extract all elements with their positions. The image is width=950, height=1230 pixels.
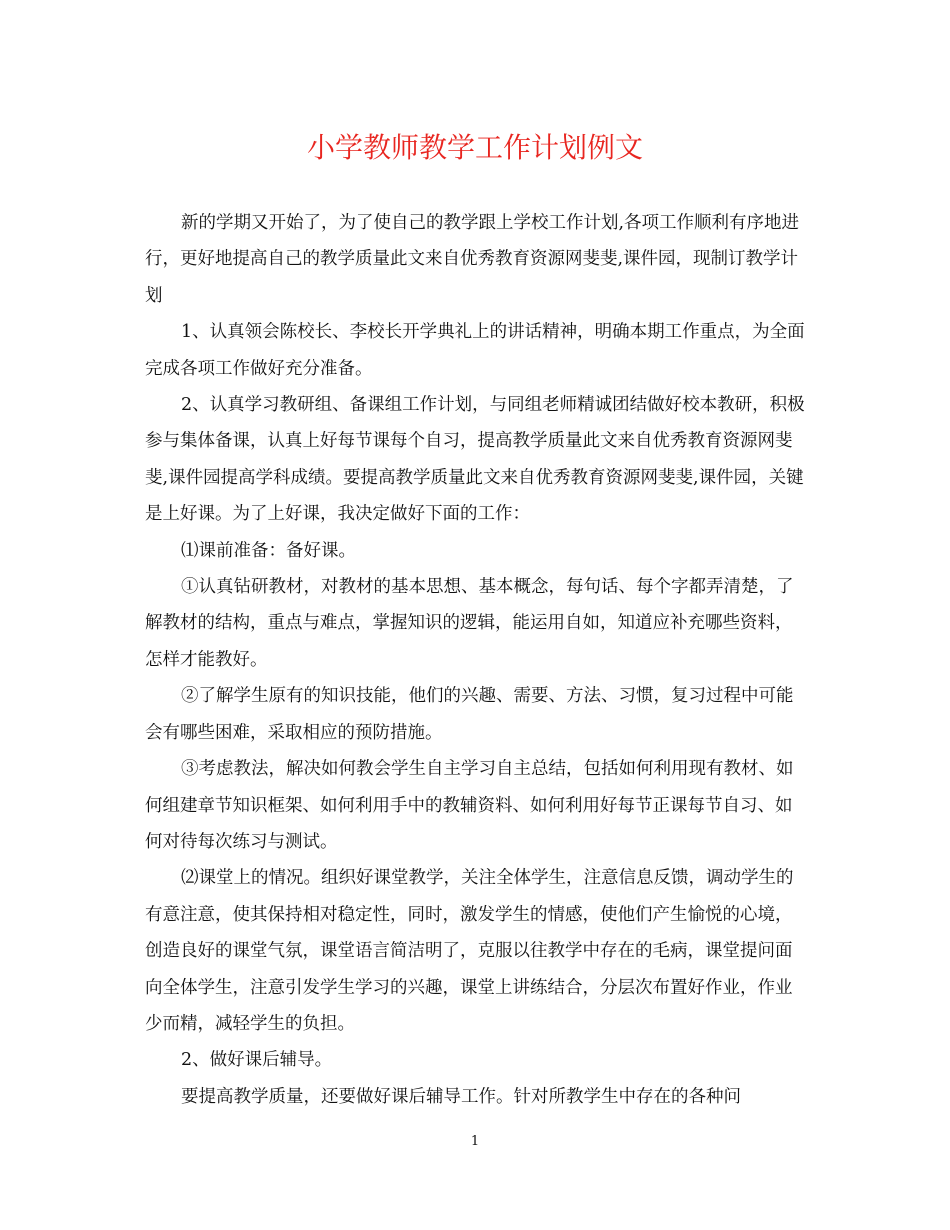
paragraph-prep-item-2: ②了解学生原有的知识技能，他们的兴趣、需要、方法、习惯，复习过程中可能会有哪些困难，采取相应的预防措施。 [145, 686, 794, 743]
paragraph-2: 2、认真学习教研组、备课组工作计划，与同组老师精诚团结做好校本教研，积极参与集体备课，认真上好每节课每个自习，提高教学质量此文来自优秀教育资源网斐斐,课件园提高学科成绩。要提高教学质量此文来自优秀教育资源网斐斐,课件园，关键是上好课。为了上好课，我决定做好下面的工作： [145, 395, 805, 525]
paragraph-after-class: 要提高教学质量，还要做好课后辅导工作。针对所教学生中存在的各种问 [181, 1086, 741, 1107]
document-title: 小学教师教学工作计划例文 [306, 131, 643, 164]
paragraph-classroom: ⑵课堂上的情况。组织好课堂教学，关注全体学生，注意信息反馈，调动学生的有意注意，使其保持相对稳定性，同时，激发学生的情感，使他们产生愉悦的心境，创造良好的课堂气氛，课堂语言简洁明了，克服以往教学中存在的毛病，课堂提问面向全体学生，注意引发学生学习的兴趣，课堂上讲练结合，分层次布置好作业，作业少而精，减轻学生的负担。 [145, 868, 794, 1034]
page-number: 1 [470, 1134, 480, 1149]
paragraph-1: 1、认真领会陈校长、李校长开学典礼上的讲话精神，明确本期工作重点，为全面完成各项工作做好充分准备。 [145, 322, 805, 379]
paragraph-intro: 新的学期又开始了，为了使自己的教学跟上学校工作计划,各项工作顺利有序地进行，更好地提高自己的教学质量此文来自优秀教育资源网斐斐,课件园，现制订教学计划 [145, 213, 800, 306]
paragraph-prep-item-1: ①认真钻研教材，对教材的基本思想、基本概念，每句话、每个字都弄清楚，了解教材的结构，重点与难点，掌握知识的逻辑，能运用自如，知道应补充哪些资料，怎样才能教好。 [145, 577, 794, 670]
document-body [145, 205, 805, 1115]
paragraph-lesson-prep: ⑴课前准备：备好课。 [181, 540, 356, 561]
paragraph-prep-item-3: ③考虑教法，解决如何教会学生自主学习自主总结，包括如何利用现有教材、如何组建章节知识框架、如何利用手中的教辅资料、如何利用好每节正课每节自习、如何对待每次练习与测试。 [145, 759, 794, 852]
paragraph-after-class-heading: 2、做好课后辅导。 [181, 1050, 333, 1071]
